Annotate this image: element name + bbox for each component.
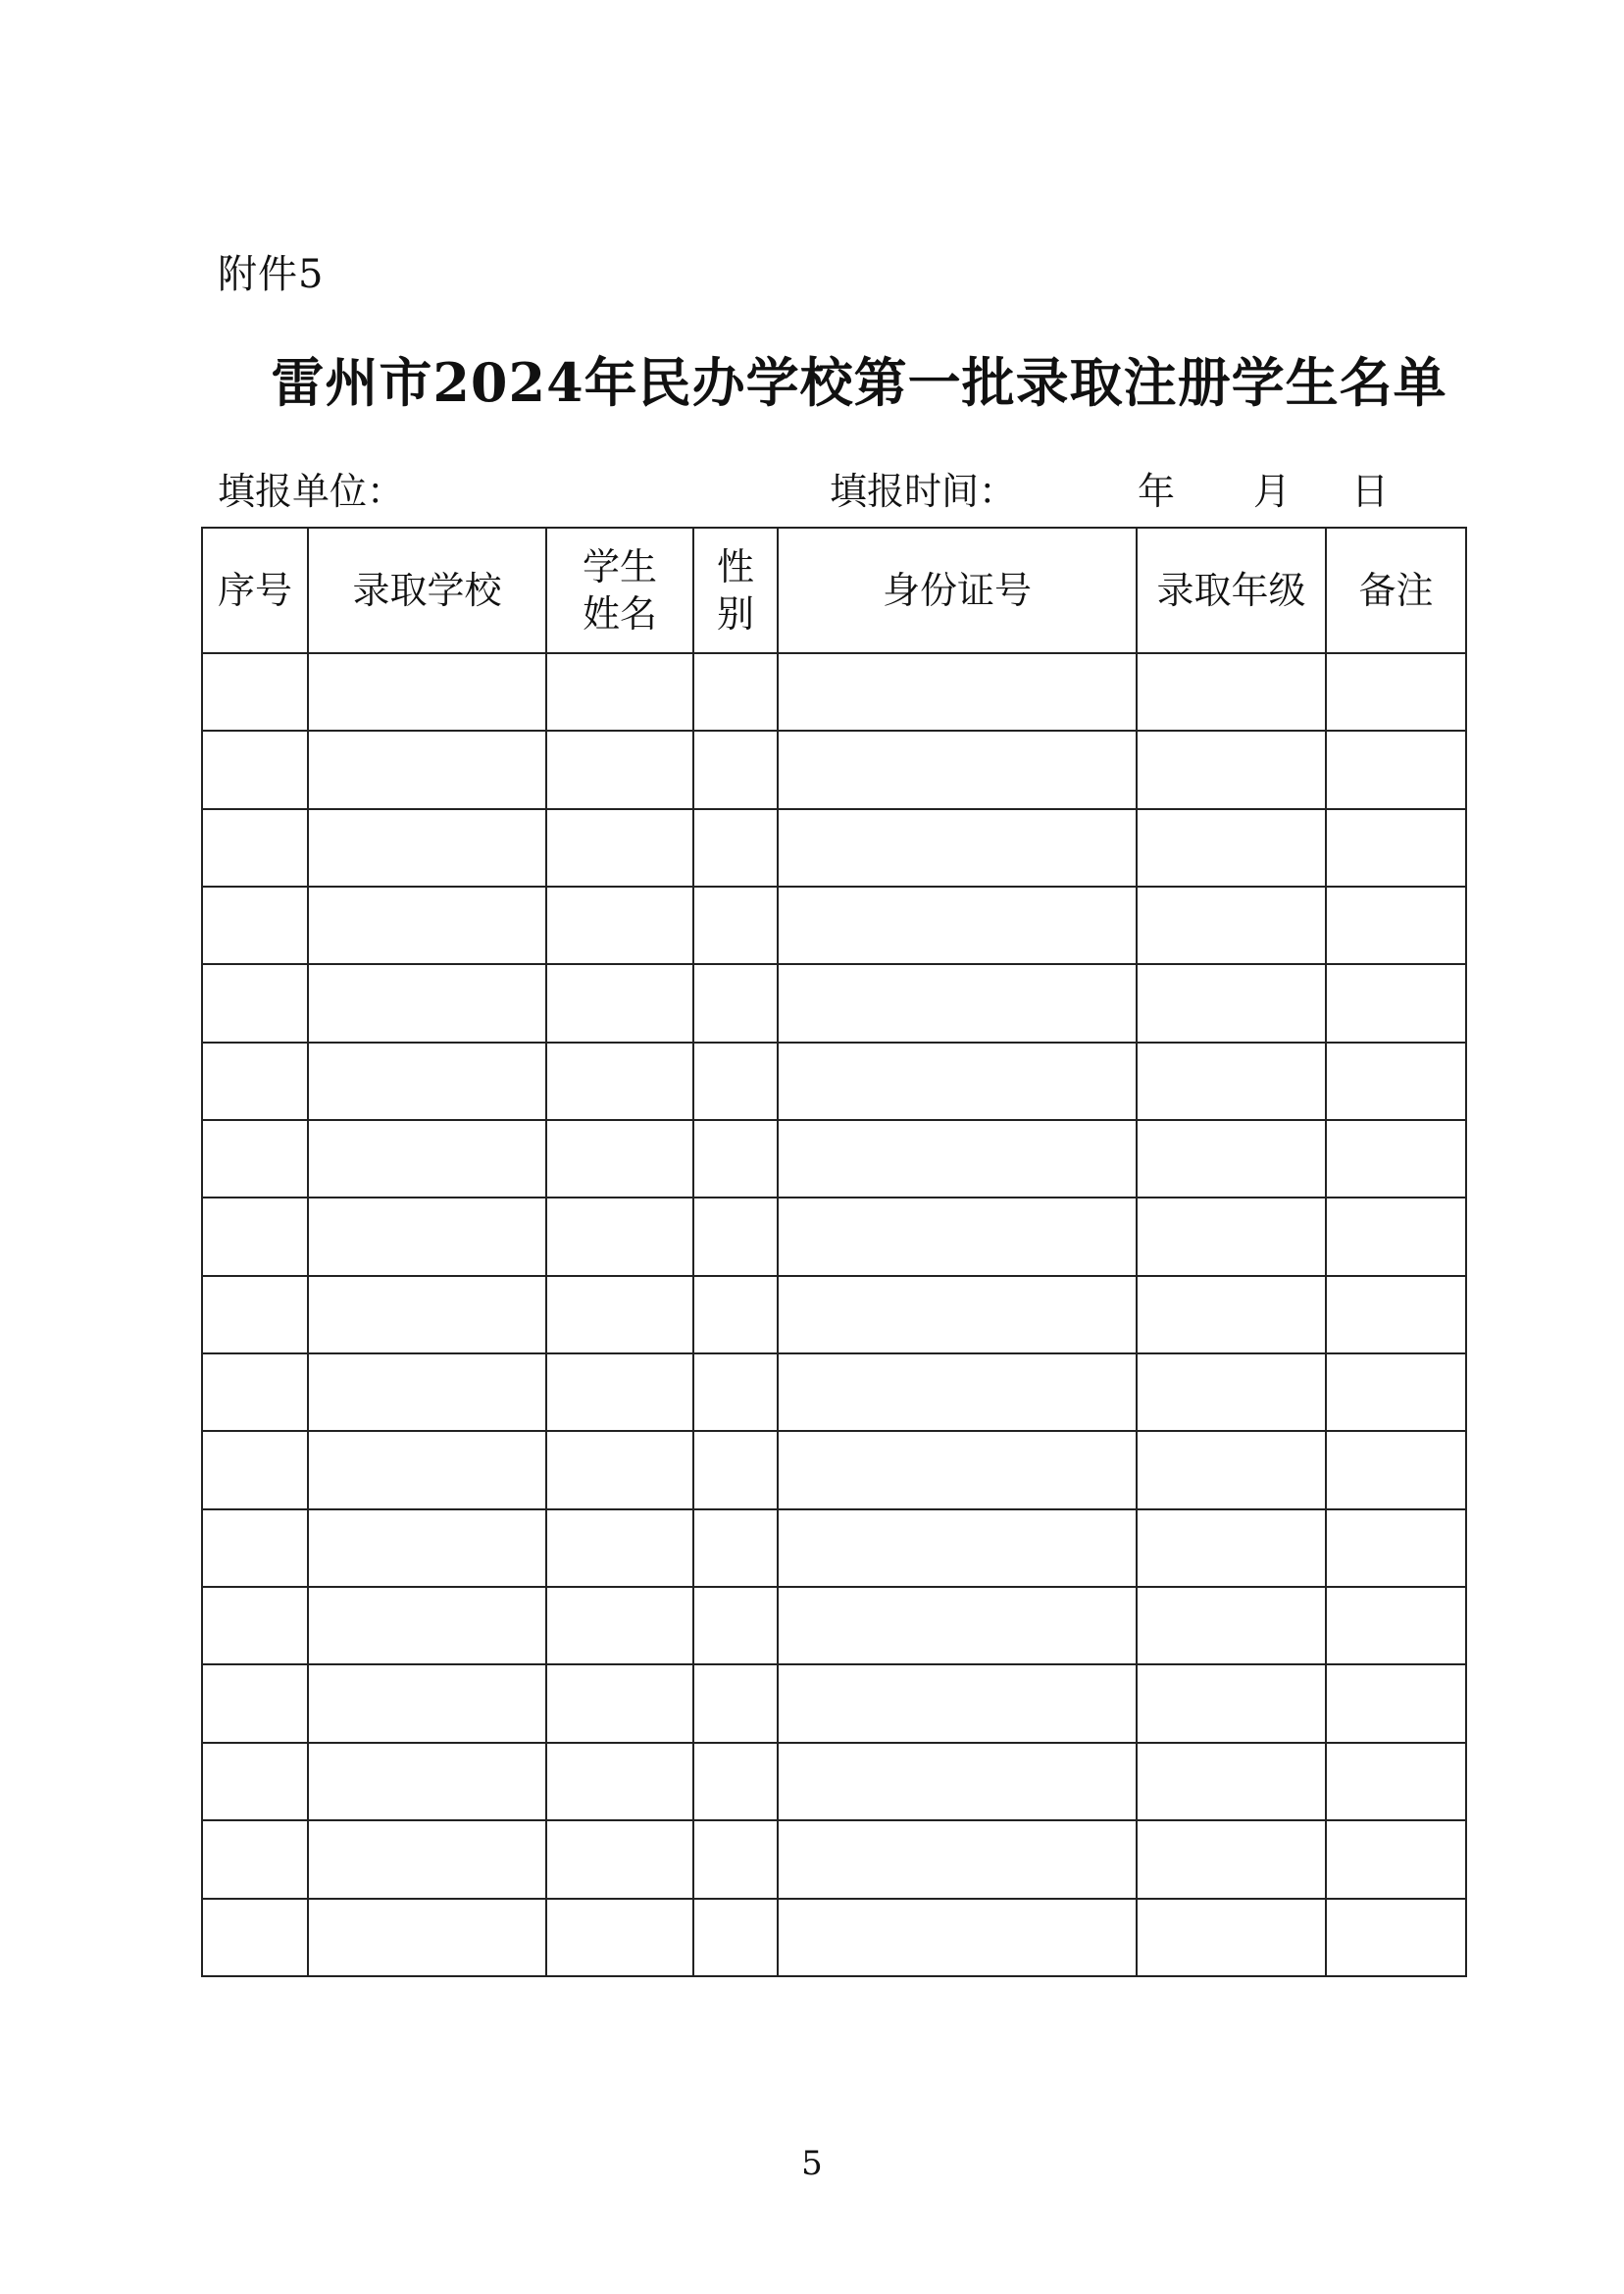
table-row xyxy=(202,809,1466,887)
cell-grade[interactable] xyxy=(1137,1664,1326,1742)
header-admitted-grade: 录取年级 xyxy=(1137,528,1326,653)
table-row xyxy=(202,1276,1466,1353)
cell-serial[interactable] xyxy=(202,1431,308,1508)
cell-gender[interactable] xyxy=(693,1743,778,1820)
cell-name[interactable] xyxy=(546,1043,693,1120)
cell-school[interactable] xyxy=(308,1120,546,1198)
cell-gender[interactable] xyxy=(693,1509,778,1587)
cell-serial[interactable] xyxy=(202,1743,308,1820)
cell-grade[interactable] xyxy=(1137,1198,1326,1275)
cell-name[interactable] xyxy=(546,1276,693,1353)
cell-school[interactable] xyxy=(308,1276,546,1353)
cell-serial[interactable] xyxy=(202,1043,308,1120)
cell-id-number[interactable] xyxy=(778,809,1137,887)
cell-gender[interactable] xyxy=(693,1043,778,1120)
cell-gender[interactable] xyxy=(693,1899,778,1977)
cell-id-number[interactable] xyxy=(778,1120,1137,1198)
cell-remarks[interactable] xyxy=(1326,1743,1466,1820)
cell-id-number[interactable] xyxy=(778,653,1137,731)
cell-remarks[interactable] xyxy=(1326,1820,1466,1898)
cell-remarks[interactable] xyxy=(1326,1198,1466,1275)
cell-grade[interactable] xyxy=(1137,653,1326,731)
cell-id-number[interactable] xyxy=(778,1743,1137,1820)
cell-serial[interactable] xyxy=(202,1353,308,1431)
cell-name[interactable] xyxy=(546,1120,693,1198)
cell-gender[interactable] xyxy=(693,653,778,731)
cell-id-number[interactable] xyxy=(778,1043,1137,1120)
table-row xyxy=(202,964,1466,1042)
cell-school[interactable] xyxy=(308,809,546,887)
cell-serial[interactable] xyxy=(202,964,308,1042)
cell-name[interactable] xyxy=(546,1820,693,1898)
cell-name[interactable] xyxy=(546,1353,693,1431)
cell-grade[interactable] xyxy=(1137,964,1326,1042)
cell-id-number[interactable] xyxy=(778,1353,1137,1431)
cell-serial[interactable] xyxy=(202,1120,308,1198)
cell-id-number[interactable] xyxy=(778,1899,1137,1977)
cell-id-number[interactable] xyxy=(778,1587,1137,1664)
document-title-text: 雷州市2024年民办学校第一批录取注册学生名单 xyxy=(271,351,1447,414)
cell-gender[interactable] xyxy=(693,1431,778,1508)
header-gender xyxy=(693,528,778,653)
cell-grade[interactable] xyxy=(1137,1820,1326,1898)
cell-name[interactable] xyxy=(546,1198,693,1275)
cell-remarks[interactable] xyxy=(1326,1587,1466,1664)
cell-school[interactable] xyxy=(308,1353,546,1431)
cell-grade[interactable] xyxy=(1137,1353,1326,1431)
fill-unit-label: 填报单位： xyxy=(218,470,405,513)
cell-remarks[interactable] xyxy=(1326,731,1466,808)
document-title xyxy=(0,341,1624,417)
cell-gender[interactable] xyxy=(693,1276,778,1353)
cell-grade[interactable] xyxy=(1137,731,1326,808)
cell-grade[interactable] xyxy=(1137,809,1326,887)
cell-school[interactable] xyxy=(308,887,546,964)
cell-remarks[interactable] xyxy=(1326,1120,1466,1198)
cell-school[interactable] xyxy=(308,1587,546,1664)
table-row xyxy=(202,1820,1466,1898)
cell-remarks[interactable] xyxy=(1326,1664,1466,1742)
cell-id-number[interactable] xyxy=(778,1820,1137,1898)
cell-id-number[interactable] xyxy=(778,1198,1137,1275)
cell-serial[interactable] xyxy=(202,1899,308,1977)
cell-remarks[interactable] xyxy=(1326,964,1466,1042)
cell-id-number[interactable] xyxy=(778,1509,1137,1587)
cell-grade[interactable] xyxy=(1137,1276,1326,1353)
cell-school[interactable] xyxy=(308,964,546,1042)
cell-school[interactable] xyxy=(308,1509,546,1587)
header-remarks: 备注 xyxy=(1326,528,1466,653)
cell-remarks[interactable] xyxy=(1326,887,1466,964)
cell-name[interactable] xyxy=(546,1743,693,1820)
header-student-name xyxy=(546,528,693,653)
header-serial-number: 序号 xyxy=(202,528,308,653)
cell-remarks[interactable] xyxy=(1326,653,1466,731)
cell-id-number[interactable] xyxy=(778,1431,1137,1508)
cell-gender[interactable] xyxy=(693,731,778,808)
table-row xyxy=(202,1587,1466,1664)
table-row xyxy=(202,653,1466,731)
cell-serial[interactable] xyxy=(202,809,308,887)
cell-serial[interactable] xyxy=(202,731,308,808)
table-row xyxy=(202,1043,1466,1120)
cell-name[interactable] xyxy=(546,1587,693,1664)
cell-name[interactable] xyxy=(546,653,693,731)
cell-school[interactable] xyxy=(308,1664,546,1742)
cell-remarks[interactable] xyxy=(1326,809,1466,887)
cell-id-number[interactable] xyxy=(778,964,1137,1042)
cell-remarks[interactable] xyxy=(1326,1043,1466,1120)
cell-gender[interactable] xyxy=(693,887,778,964)
cell-gender[interactable] xyxy=(693,1353,778,1431)
date-month-label: 月 xyxy=(1253,470,1292,513)
cell-school[interactable] xyxy=(308,1043,546,1120)
cell-school[interactable] xyxy=(308,1743,546,1820)
cell-name[interactable] xyxy=(546,964,693,1042)
table-row xyxy=(202,1664,1466,1742)
cell-school[interactable] xyxy=(308,653,546,731)
table-header-row xyxy=(202,528,1466,653)
table-row xyxy=(202,887,1466,964)
cell-gender[interactable] xyxy=(693,1120,778,1198)
cell-grade[interactable] xyxy=(1137,1043,1326,1120)
cell-id-number[interactable] xyxy=(778,887,1137,964)
header-gender-text: 性别 xyxy=(716,545,754,636)
cell-gender[interactable] xyxy=(693,1198,778,1275)
cell-grade[interactable] xyxy=(1137,1431,1326,1508)
date-year-label: 年 xyxy=(1138,470,1176,513)
cell-serial[interactable] xyxy=(202,887,308,964)
cell-grade[interactable] xyxy=(1137,1899,1326,1977)
cell-name[interactable] xyxy=(546,809,693,887)
cell-serial[interactable] xyxy=(202,1664,308,1742)
cell-name[interactable] xyxy=(546,1509,693,1587)
cell-gender[interactable] xyxy=(693,1820,778,1898)
cell-serial[interactable] xyxy=(202,1587,308,1664)
table-row xyxy=(202,1198,1466,1275)
table-row xyxy=(202,1509,1466,1587)
cell-grade[interactable] xyxy=(1137,1587,1326,1664)
cell-remarks[interactable] xyxy=(1326,1899,1466,1977)
cell-grade[interactable] xyxy=(1137,1743,1326,1820)
cell-gender[interactable] xyxy=(693,1587,778,1664)
cell-gender[interactable] xyxy=(693,809,778,887)
fill-time-label: 填报时间： xyxy=(830,470,1017,513)
table-row xyxy=(202,731,1466,808)
date-day-label: 日 xyxy=(1351,470,1390,513)
cell-grade[interactable] xyxy=(1137,1120,1326,1198)
cell-name[interactable] xyxy=(546,1664,693,1742)
cell-name[interactable] xyxy=(546,1431,693,1508)
cell-school[interactable] xyxy=(308,1198,546,1275)
cell-remarks[interactable] xyxy=(1326,1431,1466,1508)
cell-school[interactable] xyxy=(308,731,546,808)
page-number: 5 xyxy=(801,2144,823,2183)
cell-school[interactable] xyxy=(308,1899,546,1977)
cell-remarks[interactable] xyxy=(1326,1509,1466,1587)
cell-name[interactable] xyxy=(546,1899,693,1977)
table-row xyxy=(202,1431,1466,1508)
cell-serial[interactable] xyxy=(202,1509,308,1587)
table-row xyxy=(202,1743,1466,1820)
cell-serial[interactable] xyxy=(202,1198,308,1275)
cell-remarks[interactable] xyxy=(1326,1276,1466,1353)
header-admitted-school: 录取学校 xyxy=(308,528,546,653)
cell-serial[interactable] xyxy=(202,1276,308,1353)
header-id-number: 身份证号 xyxy=(778,528,1137,653)
student-roster-table xyxy=(201,527,1467,1977)
header-student-name-text: 学生姓名 xyxy=(582,545,657,636)
cell-gender[interactable] xyxy=(693,964,778,1042)
cell-id-number[interactable] xyxy=(778,731,1137,808)
table-row xyxy=(202,1353,1466,1431)
table-row xyxy=(202,1120,1466,1198)
cell-id-number[interactable] xyxy=(778,1664,1137,1742)
cell-id-number[interactable] xyxy=(778,1276,1137,1353)
table-body xyxy=(202,653,1466,1976)
cell-school[interactable] xyxy=(308,1820,546,1898)
cell-serial[interactable] xyxy=(202,653,308,731)
cell-gender[interactable] xyxy=(693,1664,778,1742)
cell-school[interactable] xyxy=(308,1431,546,1508)
cell-remarks[interactable] xyxy=(1326,1353,1466,1431)
table-row xyxy=(202,1899,1466,1977)
cell-grade[interactable] xyxy=(1137,1509,1326,1587)
cell-name[interactable] xyxy=(546,887,693,964)
attachment-label: 附件5 xyxy=(218,252,325,297)
cell-serial[interactable] xyxy=(202,1820,308,1898)
cell-name[interactable] xyxy=(546,731,693,808)
cell-grade[interactable] xyxy=(1137,887,1326,964)
